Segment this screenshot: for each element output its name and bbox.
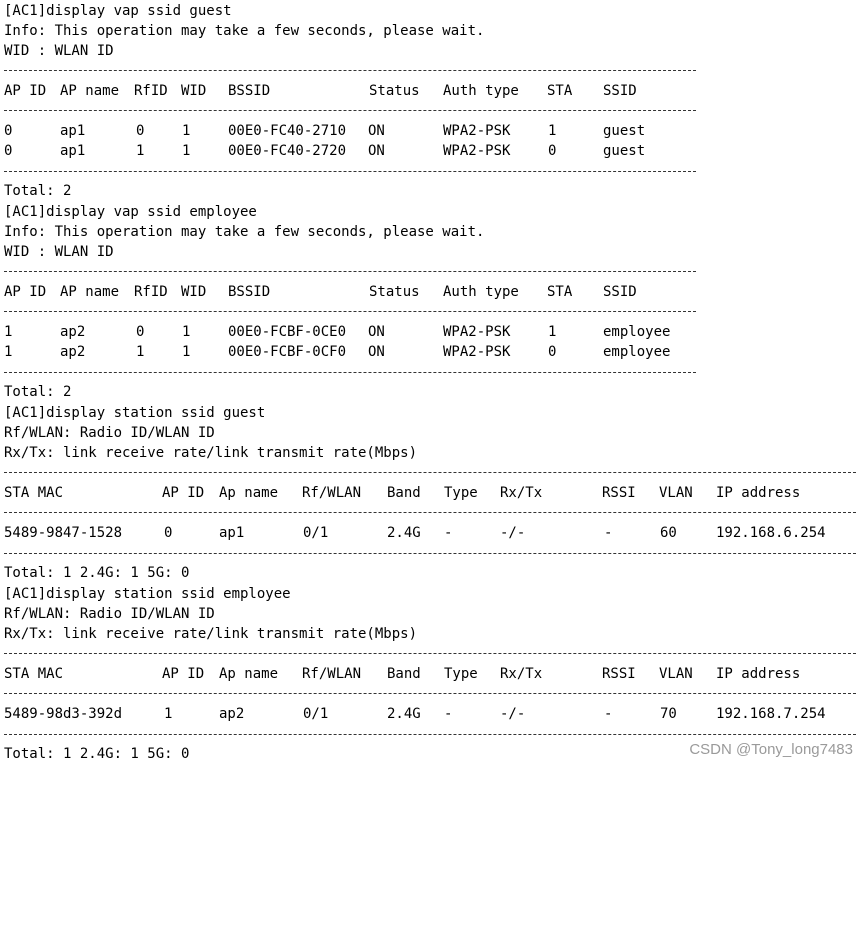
- table-cell: guest: [603, 123, 646, 139]
- total-line: Total: 2: [4, 183, 72, 199]
- column-header: Rx/Tx: [500, 485, 543, 501]
- table-cell: employee: [603, 324, 671, 340]
- watermark: CSDN @Tony_long7483: [689, 741, 853, 758]
- table-cell: ON: [368, 143, 385, 159]
- total-line: Total: 2: [4, 384, 72, 400]
- column-header: STA MAC: [4, 485, 64, 501]
- table-header: [4, 81, 696, 101]
- table-cell: 0: [164, 525, 173, 541]
- table-cell: 00E0-FC40-2710: [228, 123, 347, 139]
- table-cell: WPA2-PSK: [443, 324, 511, 340]
- table-cell: 0: [4, 143, 13, 159]
- table-cell: WPA2-PSK: [443, 123, 511, 139]
- column-header: Band: [387, 666, 421, 682]
- table-cell: 0: [4, 123, 13, 139]
- column-header: BSSID: [228, 83, 271, 99]
- separator: [4, 110, 696, 111]
- table-cell: 192.168.7.254: [716, 706, 826, 722]
- table-cell: 1: [164, 706, 173, 722]
- separator: [4, 653, 856, 654]
- column-header: Ap name: [219, 666, 279, 682]
- table-cell: 1: [4, 324, 13, 340]
- table-cell: -/-: [500, 525, 526, 541]
- legend-line: Rf/WLAN: Radio ID/WLAN ID: [4, 606, 215, 622]
- column-header: Auth type: [443, 83, 519, 99]
- column-header: AP name: [60, 83, 120, 99]
- column-header: SSID: [603, 83, 637, 99]
- table-cell: 1: [136, 344, 145, 360]
- column-header: IP address: [716, 666, 801, 682]
- column-header: STA: [547, 284, 573, 300]
- column-header: AP ID: [4, 284, 47, 300]
- table-cell: 60: [660, 525, 677, 541]
- legend-line: WID : WLAN ID: [4, 43, 114, 59]
- separator: [4, 271, 696, 272]
- table-row: [4, 342, 696, 362]
- command-line: [AC1]display station ssid guest: [4, 405, 266, 421]
- table-header: [4, 282, 696, 302]
- table-cell: guest: [603, 143, 646, 159]
- table-cell: 1: [548, 324, 557, 340]
- column-header: RSSI: [602, 485, 636, 501]
- separator: [4, 693, 856, 694]
- table-cell: ap2: [60, 344, 86, 360]
- table-row: [4, 121, 696, 141]
- separator: [4, 311, 696, 312]
- table-cell: WPA2-PSK: [443, 344, 511, 360]
- table-cell: 0: [548, 344, 557, 360]
- table-cell: ap1: [60, 143, 86, 159]
- column-header: WID: [181, 83, 207, 99]
- table-row: [4, 704, 856, 724]
- table-cell: 0: [136, 324, 145, 340]
- column-header: Rx/Tx: [500, 666, 543, 682]
- separator: [4, 512, 856, 513]
- column-header: WID: [181, 284, 207, 300]
- column-header: AP name: [60, 284, 120, 300]
- table-cell: 1: [548, 123, 557, 139]
- legend-line: Rx/Tx: link receive rate/link transmit rate(Mbps): [4, 626, 418, 642]
- table-cell: -: [604, 525, 613, 541]
- table-cell: ap1: [60, 123, 86, 139]
- command-line: [AC1]display vap ssid guest: [4, 3, 232, 19]
- table-header: [4, 664, 856, 684]
- column-header: Rf/WLAN: [302, 666, 362, 682]
- table-cell: 2.4G: [387, 525, 421, 541]
- column-header: Band: [387, 485, 421, 501]
- table-cell: 2.4G: [387, 706, 421, 722]
- legend-line: WID : WLAN ID: [4, 244, 114, 260]
- table-cell: 0/1: [303, 525, 329, 541]
- table-cell: 1: [182, 324, 191, 340]
- column-header: IP address: [716, 485, 801, 501]
- table-cell: 1: [136, 143, 145, 159]
- column-header: Type: [444, 485, 478, 501]
- separator: [4, 472, 856, 473]
- table-cell: 00E0-FCBF-0CF0: [228, 344, 347, 360]
- table-row: [4, 523, 856, 543]
- terminal-output: [4, 0, 861, 764]
- column-header: RfID: [134, 83, 168, 99]
- table-cell: ap2: [219, 706, 245, 722]
- total-line: Total: 1 2.4G: 1 5G: 0: [4, 746, 190, 762]
- table-cell: ap1: [219, 525, 245, 541]
- separator: [4, 70, 696, 71]
- table-cell: 1: [182, 143, 191, 159]
- legend-line: Rx/Tx: link receive rate/link transmit rate(Mbps): [4, 445, 418, 461]
- table-cell: 0: [136, 123, 145, 139]
- legend-line: Rf/WLAN: Radio ID/WLAN ID: [4, 425, 215, 441]
- table-cell: 00E0-FC40-2720: [228, 143, 347, 159]
- column-header: AP ID: [162, 485, 205, 501]
- column-header: Ap name: [219, 485, 279, 501]
- separator: [4, 553, 856, 554]
- table-cell: -: [444, 525, 453, 541]
- info-line: Info: This operation may take a few seconds, please wait.: [4, 224, 485, 240]
- separator: [4, 372, 696, 373]
- info-line: Info: This operation may take a few seconds, please wait.: [4, 23, 485, 39]
- table-cell: 1: [4, 344, 13, 360]
- column-header: AP ID: [162, 666, 205, 682]
- table-cell: -: [604, 706, 613, 722]
- column-header: VLAN: [659, 485, 693, 501]
- separator: [4, 734, 856, 735]
- table-header: [4, 483, 856, 503]
- table-cell: -/-: [500, 706, 526, 722]
- column-header: Status: [369, 284, 420, 300]
- table-cell: 1: [182, 123, 191, 139]
- command-line: [AC1]display station ssid employee: [4, 586, 291, 602]
- table-row: [4, 322, 696, 342]
- command-line: [AC1]display vap ssid employee: [4, 204, 257, 220]
- table-cell: 5489-9847-1528: [4, 525, 123, 541]
- column-header: Status: [369, 83, 420, 99]
- table-cell: 70: [660, 706, 677, 722]
- table-cell: -: [444, 706, 453, 722]
- column-header: SSID: [603, 284, 637, 300]
- column-header: VLAN: [659, 666, 693, 682]
- column-header: BSSID: [228, 284, 271, 300]
- column-header: Rf/WLAN: [302, 485, 362, 501]
- column-header: RSSI: [602, 666, 636, 682]
- table-cell: employee: [603, 344, 671, 360]
- column-header: RfID: [134, 284, 168, 300]
- table-cell: 00E0-FCBF-0CE0: [228, 324, 347, 340]
- table-cell: WPA2-PSK: [443, 143, 511, 159]
- table-row: [4, 141, 696, 161]
- table-cell: ON: [368, 344, 385, 360]
- table-cell: 1: [182, 344, 191, 360]
- column-header: Type: [444, 666, 478, 682]
- table-cell: 0: [548, 143, 557, 159]
- table-cell: 0/1: [303, 706, 329, 722]
- column-header: STA: [547, 83, 573, 99]
- table-cell: 192.168.6.254: [716, 525, 826, 541]
- table-cell: 5489-98d3-392d: [4, 706, 123, 722]
- table-cell: ap2: [60, 324, 86, 340]
- total-line: Total: 1 2.4G: 1 5G: 0: [4, 565, 190, 581]
- column-header: AP ID: [4, 83, 47, 99]
- separator: [4, 171, 696, 172]
- column-header: Auth type: [443, 284, 519, 300]
- column-header: STA MAC: [4, 666, 64, 682]
- table-cell: ON: [368, 324, 385, 340]
- table-cell: ON: [368, 123, 385, 139]
